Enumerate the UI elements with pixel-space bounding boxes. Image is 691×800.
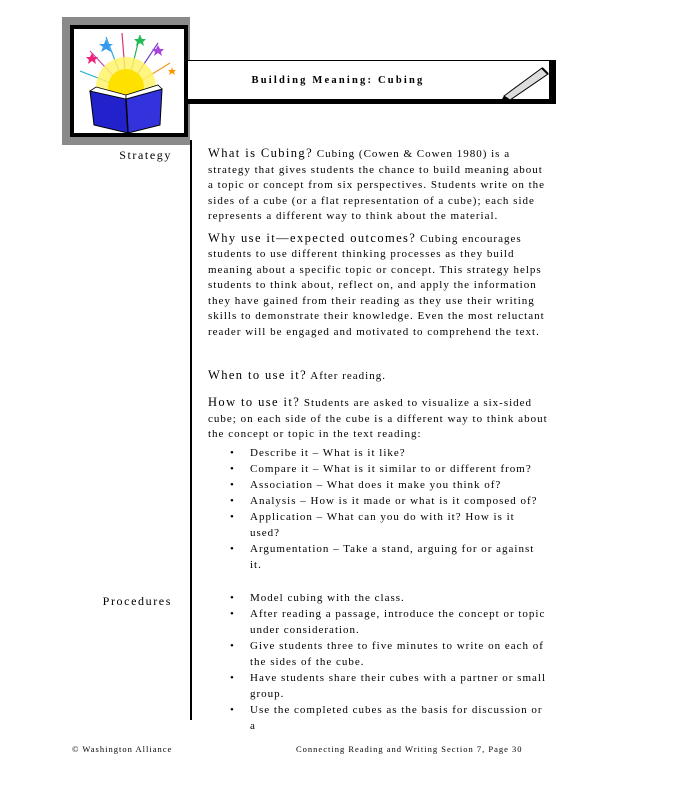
- title-banner-inner: [188, 60, 550, 100]
- book-with-stars-icon: [74, 29, 186, 135]
- why-text: Cubing encourages students to use different thinking processes as they build meaning about a specific topic or concept. This strategy helps students to think about, reflect on, and apply the information they have gained from their reading as they use their writing skills to demonstrate their knowledge. Even the most reluctant reader will be engaged and motivated to comprehend the text.: [208, 232, 545, 338]
- list-item: • Have students share their cubes with a partner or small group.: [230, 670, 548, 702]
- list-item: • Compare it – What is it similar to or different from?: [230, 461, 548, 477]
- procedures-label: Procedures: [102, 594, 172, 608]
- strategy-label: Strategy: [119, 148, 172, 162]
- how-paragraph: [208, 395, 548, 443]
- how-text: Students are asked to visualize a six-sided cube; on each side of the cube is a different way to think about the concept or topic in the text reading:: [208, 397, 548, 440]
- when-section: [208, 368, 548, 391]
- header-logo-box: [70, 25, 188, 137]
- list-item: • Application – What can you do with it? How is it used?: [230, 509, 548, 541]
- pen-icon: [498, 62, 552, 102]
- procedures-list: [208, 590, 548, 734]
- footer-page-info: Connecting Reading and Writing Section 7, Page 30: [296, 744, 523, 754]
- list-item: • Describe it – What is it like?: [230, 445, 548, 461]
- how-heading: How to use it?: [208, 395, 301, 409]
- column-divider: [190, 140, 192, 720]
- page-title: Building Meaning: Cubing: [251, 75, 425, 86]
- list-item: • Use the completed cubes as the basis for discussion or a: [230, 702, 548, 734]
- how-section: [208, 395, 548, 573]
- list-item: • Give students three to five minutes to write on each of the sides of the cube.: [230, 638, 548, 670]
- strategy-section: [208, 146, 548, 346]
- list-item: • Model cubing with the class.: [230, 590, 548, 606]
- what-heading: What is Cubing?: [208, 146, 314, 160]
- cube-sides-list: [208, 445, 548, 573]
- what-paragraph: [208, 146, 548, 225]
- when-paragraph: [208, 368, 548, 385]
- what-text: Cubing (Cowen & Cowen 1980) is a strategy that gives students the chance to build meaning about a topic or concept from six perspectives. Students write on the sides of a cube (or a flat representation of a cube); each side represents a different way to think about the material.: [208, 148, 546, 222]
- when-heading: When to use it?: [208, 368, 308, 382]
- when-text: After reading.: [310, 370, 386, 382]
- procedures-section: [208, 590, 548, 734]
- list-item: • Analysis – How is it made or what is it composed of?: [230, 493, 548, 509]
- list-item: • Association – What does it make you think of?: [230, 477, 548, 493]
- footer-copyright: © Washington Alliance: [72, 744, 173, 754]
- list-item: • After reading a passage, introduce the concept or topic under consideration.: [230, 606, 548, 638]
- why-paragraph: [208, 231, 548, 341]
- why-heading: Why use it—expected outcomes?: [208, 230, 417, 245]
- list-item: • Argumentation – Take a stand, arguing for or against it.: [230, 541, 548, 573]
